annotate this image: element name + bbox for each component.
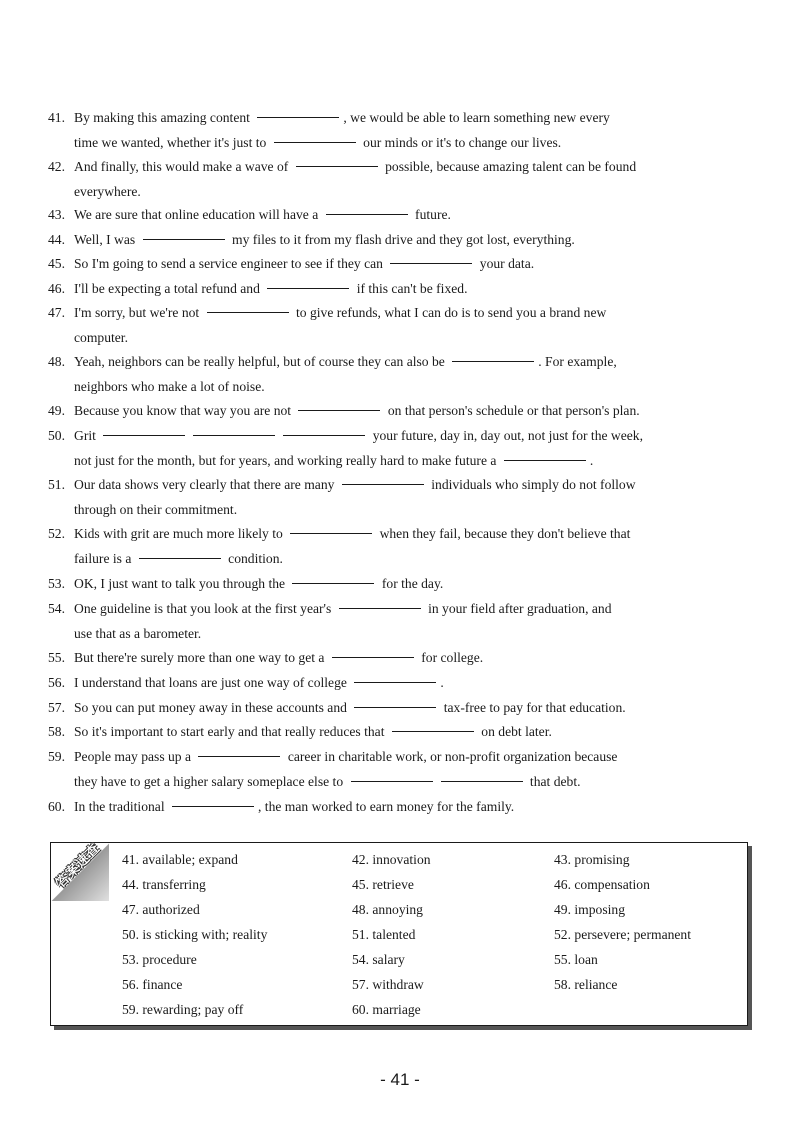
question-text: Because you know that way you are not [74,403,295,418]
question-text: they have to get a higher salary someplace else to [74,773,347,789]
answer-key-label: 答案速查 [53,840,104,892]
question-line [48,301,748,326]
question-number: 60. [48,799,65,814]
question-43 [48,203,748,228]
answer-item: 48. annoying [352,902,423,917]
question-line [48,424,748,449]
question-number: 50. [48,428,65,443]
answer-item: 53. procedure [122,952,197,967]
answer-item: 42. innovation [352,852,431,867]
question-text: , the man worked to earn money for the family. [258,799,515,814]
answer-blank[interactable] [390,262,472,264]
question-text: By making this amazing content [74,110,254,125]
answer-blank[interactable] [354,681,436,683]
question-text: individuals who simply do not follow [427,477,636,492]
question-continuation [48,498,748,523]
question-text: for college. [417,650,484,665]
question-text: I'm sorry, but we're not [74,305,203,320]
question-text: . For example, [538,354,617,369]
question-number: 43. [48,207,65,222]
answer-item: 47. authorized [122,902,200,917]
answer-item: 44. transferring [122,877,206,892]
question-continuation [48,622,748,647]
answer-item: 54. salary [352,952,405,967]
question-number: 51. [48,477,65,492]
question-49 [48,399,748,424]
question-text: everywhere. [74,183,141,199]
question-text: time we wanted, whether it's just to [74,134,270,150]
question-line [48,277,748,302]
answer-key-tag [51,840,109,901]
question-number: 57. [48,700,65,715]
question-number: 44. [48,232,65,247]
question-continuation [48,131,748,156]
answer-blank[interactable] [139,557,221,559]
question-continuation [48,770,748,795]
answer-blank[interactable] [292,582,374,584]
question-number: 54. [48,601,65,616]
question-text: your data. [476,256,535,271]
question-60 [48,795,748,820]
answer-blank[interactable] [257,116,339,118]
question-line [48,228,748,253]
answer-blank[interactable] [354,706,436,708]
question-number: 58. [48,724,65,739]
answer-item: 46. compensation [554,877,650,892]
question-number: 46. [48,281,65,296]
question-continuation [48,449,748,474]
question-text: OK, I just want to talk you through the [74,576,289,591]
question-number: 47. [48,305,65,320]
answer-blank[interactable] [351,780,433,782]
question-42 [48,155,748,204]
question-text: on debt later. [477,724,552,739]
question-text: Kids with grit are much more likely to [74,526,287,541]
answer-blank[interactable] [267,287,349,289]
question-number: 52. [48,526,65,541]
answer-item: 58. reliance [554,977,618,992]
answer-blank[interactable] [342,483,424,485]
question-text: neighbors who make a lot of noise. [74,378,265,394]
answer-blank[interactable] [326,213,408,215]
answer-item: 41. available; expand [122,852,238,867]
question-text: my files to it from my flash drive and they got lost, everything. [228,232,575,247]
question-text: if this can't be fixed. [353,281,468,296]
question-text: I'll be expecting a total refund and [74,281,264,296]
question-line [48,646,748,671]
question-text: to give refunds, what I can do is to send you a brand new [292,305,607,320]
answer-item: 57. withdraw [352,977,424,992]
answer-item: 50. is sticking with; reality [122,927,268,942]
question-45 [48,252,748,277]
question-line [48,720,748,745]
question-text: So it's important to start early and that really reduces that [74,724,388,739]
question-text: in your field after graduation, and [424,601,612,616]
question-number: 55. [48,650,65,665]
question-51 [48,473,748,522]
question-text: computer. [74,329,128,345]
question-number: 48. [48,354,65,369]
question-text: use that as a barometer. [74,625,202,641]
question-text: Well, I was [74,232,139,247]
question-text: through on their commitment. [74,501,238,517]
question-53 [48,572,748,597]
answer-blank[interactable] [296,165,378,167]
answer-blank[interactable] [339,607,421,609]
question-line [48,203,748,228]
question-48 [48,350,748,399]
question-54 [48,597,748,646]
question-number: 59. [48,749,65,764]
answer-item: 51. talented [352,927,416,942]
question-text: Grit [74,428,100,443]
question-text: not just for the month, but for years, and working really hard to make future a [74,452,500,468]
answer-item: 52. persevere; permanent [554,927,692,942]
question-line [48,155,748,180]
question-line [48,572,748,597]
question-line [48,522,748,547]
answer-blank[interactable] [283,434,365,436]
question-55 [48,646,748,671]
question-text: So you can put money away in these accounts and [74,700,351,715]
question-text: tax-free to pay for that education. [440,700,626,715]
question-line [48,745,748,770]
question-line [48,399,748,424]
answer-blank[interactable] [290,532,372,534]
answer-item: 56. finance [122,977,183,992]
question-52 [48,522,748,571]
question-50 [48,424,748,473]
question-58 [48,720,748,745]
answer-blank[interactable] [504,459,586,461]
question-text: on that person's schedule or that person's plan. [384,403,640,418]
question-text: In the traditional [74,799,168,814]
answer-blank[interactable] [103,434,185,436]
question-59 [48,745,748,794]
question-text: our minds or it's to change our lives. [359,134,562,150]
answer-item: 43. promising [554,852,630,867]
question-text: Our data shows very clearly that there are many [74,477,338,492]
question-line [48,671,748,696]
question-text: People may pass up a [74,749,195,764]
question-46 [48,277,748,302]
question-text: Yeah, neighbors can be really helpful, but of course they can also be [74,354,449,369]
answer-blank[interactable] [332,656,414,658]
answer-item: 59. rewarding; pay off [122,1002,244,1017]
question-number: 53. [48,576,65,591]
question-line [48,696,748,721]
answer-item: 60. marriage [352,1002,421,1017]
question-number: 45. [48,256,65,271]
answer-blank[interactable] [198,755,280,757]
answer-key-box [50,842,748,1026]
question-text: We are sure that online education will have a [74,207,322,222]
question-57 [48,696,748,721]
question-text: . [440,675,444,690]
question-text: future. [411,207,451,222]
answer-blank[interactable] [452,360,534,362]
question-text: for the day. [378,576,444,591]
question-text: your future, day in, day out, not just for the week, [369,428,643,443]
question-text: And finally, this would make a wave of [74,159,292,174]
page-number: - 41 - [380,1070,420,1089]
question-text: when they fail, because they don't believe that [376,526,631,541]
answer-blank[interactable] [392,730,474,732]
question-47 [48,301,748,350]
question-text: I understand that loans are just one way of college [74,675,351,690]
question-text: So I'm going to send a service engineer to see if they can [74,256,387,271]
answer-item: 55. loan [554,952,598,967]
question-continuation [48,547,748,572]
question-number: 56. [48,675,65,690]
question-number: 41. [48,110,65,125]
question-41 [48,106,748,155]
answer-blank[interactable] [193,434,275,436]
question-text: condition. [224,550,283,566]
question-text: , we would be able to learn something new every [343,110,610,125]
answer-blank[interactable] [441,780,523,782]
question-44 [48,228,748,253]
answer-item: 45. retrieve [352,877,414,892]
question-text: that debt. [526,773,581,789]
question-line [48,795,748,820]
question-text: One guideline is that you look at the first year's [74,601,335,616]
question-continuation [48,375,748,400]
question-continuation [48,180,748,205]
question-text: But there're surely more than one way to get a [74,650,328,665]
question-line [48,597,748,622]
question-number: 42. [48,159,65,174]
question-text: failure is a [74,550,135,566]
question-text: possible, because amazing talent can be found [381,159,637,174]
answer-blank[interactable] [298,409,380,411]
answer-blank[interactable] [143,238,225,240]
question-continuation [48,326,748,351]
question-line [48,106,748,131]
question-text: . [589,452,594,468]
question-line [48,252,748,277]
answer-item: 49. imposing [554,902,625,917]
answer-blank[interactable] [274,141,356,143]
answer-blank[interactable] [172,805,254,807]
answer-blank[interactable] [207,311,289,313]
question-line [48,350,748,375]
question-56 [48,671,748,696]
question-line [48,473,748,498]
question-number: 49. [48,403,65,418]
question-text: career in charitable work, or non-profit organization because [284,749,618,764]
